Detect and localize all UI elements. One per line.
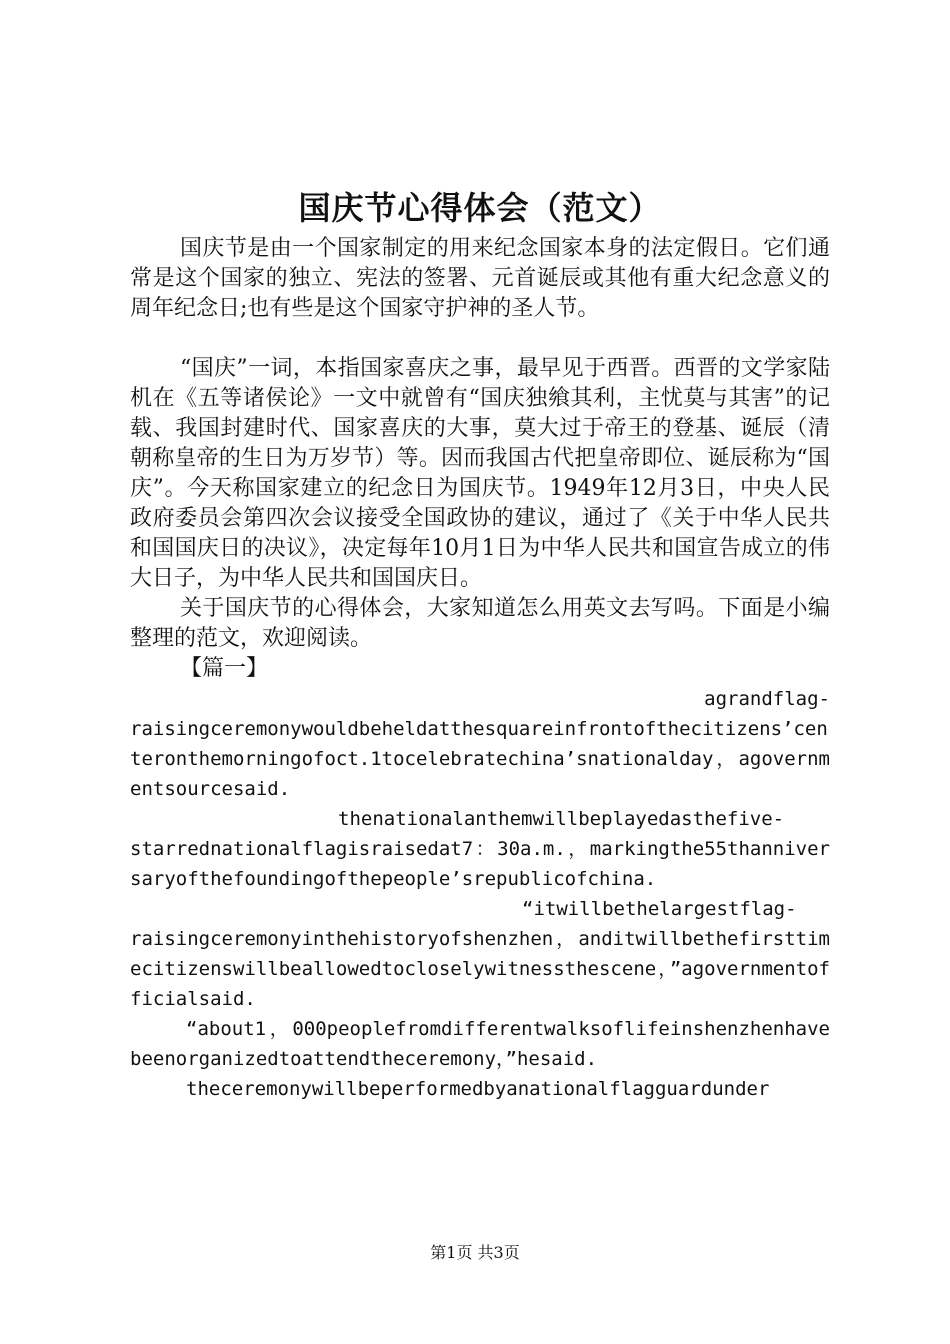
paragraph-definition: 国庆节是由一个国家制定的用来纪念国家本身的法定假日。它们通常是这个国家的独立、宪法的签署、元首诞辰或其他有重大纪念意义的周年纪念日;也有些是这个国家守护神的圣人节。: [130, 236, 830, 321]
paragraph-gap: [130, 324, 830, 354]
page-number: 第1页 共3页: [430, 1243, 520, 1262]
english-line-head: thenationalanthemwillbeplayedasthefive-: [338, 808, 785, 830]
document-body: [130, 186, 830, 1104]
english-line-head: agrandflag-: [704, 688, 830, 710]
document-title: 国庆节心得体会（范文）: [298, 189, 662, 227]
paragraph-history: “国庆”一词，本指国家喜庆之事，最早见于西晋。西晋的文学家陆机在《五等诸侯论》一文中就曾有“国庆独飨其利，主忧莫与其害”的记载、我国封建时代、国家喜庆的大事，莫大过于帝王的登基、诞辰（清朝称皇帝的生日为万岁节）等。因而我国古代把皇帝即位、诞辰称为“国庆”。今天称国家建立的纪念日为国庆节。1949年12月3日，中央人民政府委员会第四次会议接受全国政协的建议，通过了《关于中华人民共和国国庆日的决议》，决定每年10月1日为中华人民共和国宣告成立的伟大日子，为中华人民共和国国庆日。: [130, 356, 830, 591]
english-paragraph: theceremonywillbeperformedbyanationalflagguardunder: [186, 1078, 770, 1100]
english-line-head: “itwillbethelargestflag-: [522, 898, 797, 920]
english-paragraph: starrednationalflagisraisedat7：30a.m.，markingthe55thanniversaryofthefoundingofthepeople’srepublicofchina.: [130, 838, 830, 890]
english-paragraph: raisingceremonywouldbeheldatthesquareinfrontofthecitizens’centeronthemorningofoct.1tocelebratechina’snationalday，agovernmentsourcesaid.: [130, 718, 830, 800]
english-paragraph: raisingceremonyinthehistoryofshenzhen，anditwillbethefirsttimecitizenswillbeallowedtocloselywitnessthescene，”agovernmentofficialsaid.: [130, 928, 830, 1010]
section-label: 【篇一】: [180, 656, 269, 681]
english-paragraph: “about1，000peoplefromdifferentwalksoflifeinshenzhenhavebeenorganizedtoattendtheceremony，”hesaid.: [130, 1018, 830, 1070]
paragraph-intro: 关于国庆节的心得体会，大家知道怎么用英文去写吗。下面是小编整理的范文，欢迎阅读。: [130, 596, 830, 651]
